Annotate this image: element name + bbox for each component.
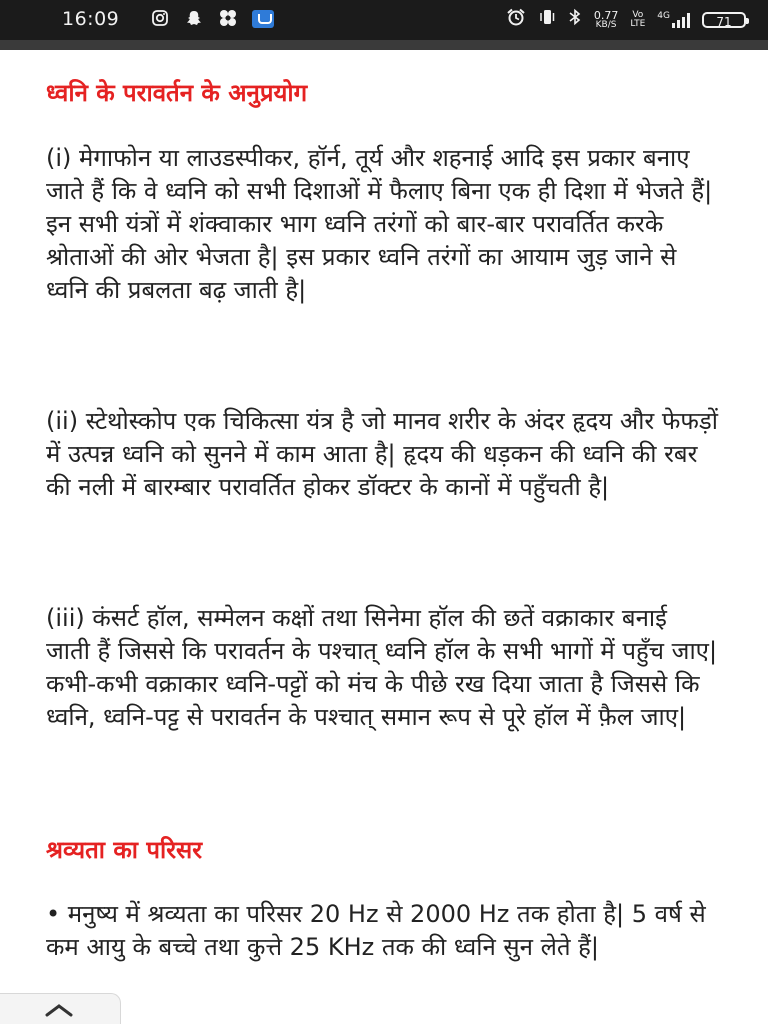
paragraph-stethoscope: (ii) स्टेथोस्कोप एक चिकित्सा यंत्र है जो मानव शरीर के अंदर हृदय और फेफड़ों में उत्पन्न ध्वनि को सुनने में काम आता है| हृदय की धड़कन की ध्वनि की रबर की नली में बारम्बार परावर्तित होकर डॉक्टर के कानों में पहुँचती है|	[46, 407, 718, 501]
system-icons	[506, 8, 746, 31]
signal-icon	[657, 12, 690, 28]
vibrate-icon	[538, 8, 556, 31]
article-content	[0, 50, 768, 1024]
section-heading-audibility-range: श्रव्यता का परिसर	[46, 836, 203, 864]
app-icon	[252, 10, 274, 28]
alarm-icon	[506, 8, 526, 31]
volte-bottom: LTE	[630, 18, 646, 29]
scroll-to-top-button[interactable]	[0, 993, 121, 1024]
network-speed	[594, 10, 619, 30]
battery-icon	[702, 12, 746, 28]
paragraph-audibility-range: • मनुष्य में श्रव्यता का परिसर 20 Hz से 2000 Hz तक होता है| 5 वर्ष से कम आयु के बच्चे तथा कुत्ते 25 KHz तक की ध्वनि सुन लेते हैं|	[46, 900, 706, 961]
snapchat-icon	[184, 9, 204, 29]
paragraph-concert-hall: (iii) कंसर्ट हॉल, सम्मेलन कक्षों तथा सिनेमा हॉल की छतें वक्राकार बनाई जाती हैं जिससे कि परावर्तन के पश्चात् ध्वनि हॉल के सभी भागों में पहुँच जाए| कभी-कभी वक्राकार ध्वनि-पट्टों को मंच के पीछे रख दिया जाता है जिससे कि ध्वनि, ध्वनि-पट्ट से परावर्तन के पश्चात् समान रूप से पूरे हॉल में फ़ैल जाए|	[46, 604, 718, 731]
network-speed-value: 0.77	[593, 8, 619, 22]
section-heading-reflection-applications: ध्वनि के परावर्तन के अनुप्रयोग	[46, 79, 308, 107]
browser-top-strip	[0, 40, 768, 50]
network-speed-unit: KB/S	[595, 19, 617, 30]
pinwheel-icon	[218, 9, 238, 29]
notification-icons	[150, 9, 274, 29]
volte-indicator	[630, 11, 645, 29]
battery-level: 71	[716, 14, 732, 29]
signal-label: 4G	[657, 10, 670, 21]
signal-bars	[672, 12, 690, 28]
volte-top: Vo	[632, 9, 644, 20]
status-bar	[0, 0, 768, 40]
bluetooth-icon	[568, 8, 582, 31]
chevron-up-icon	[44, 1002, 74, 1018]
paragraph-megaphone: (i) मेगाफोन या लाउडस्पीकर, हॉर्न, तूर्य और शहनाई आदि इस प्रकार बनाए जाते हैं कि वे ध्वनि को सभी दिशाओं में फैलाए बिना एक ही दिशा में भेजते हैं| इन सभी यंत्रों में शंक्वाकार भाग ध्वनि तरंगों को बार-बार परावर्तित करके श्रोताओं की ओर भेजता है| इस प्रकार ध्वनि तरंगों का आयाम जुड़ जाने से ध्वनि की प्रबलता बढ़ जाती है|	[46, 144, 713, 304]
status-time: 16:09	[62, 8, 120, 30]
instagram-icon	[150, 9, 170, 29]
